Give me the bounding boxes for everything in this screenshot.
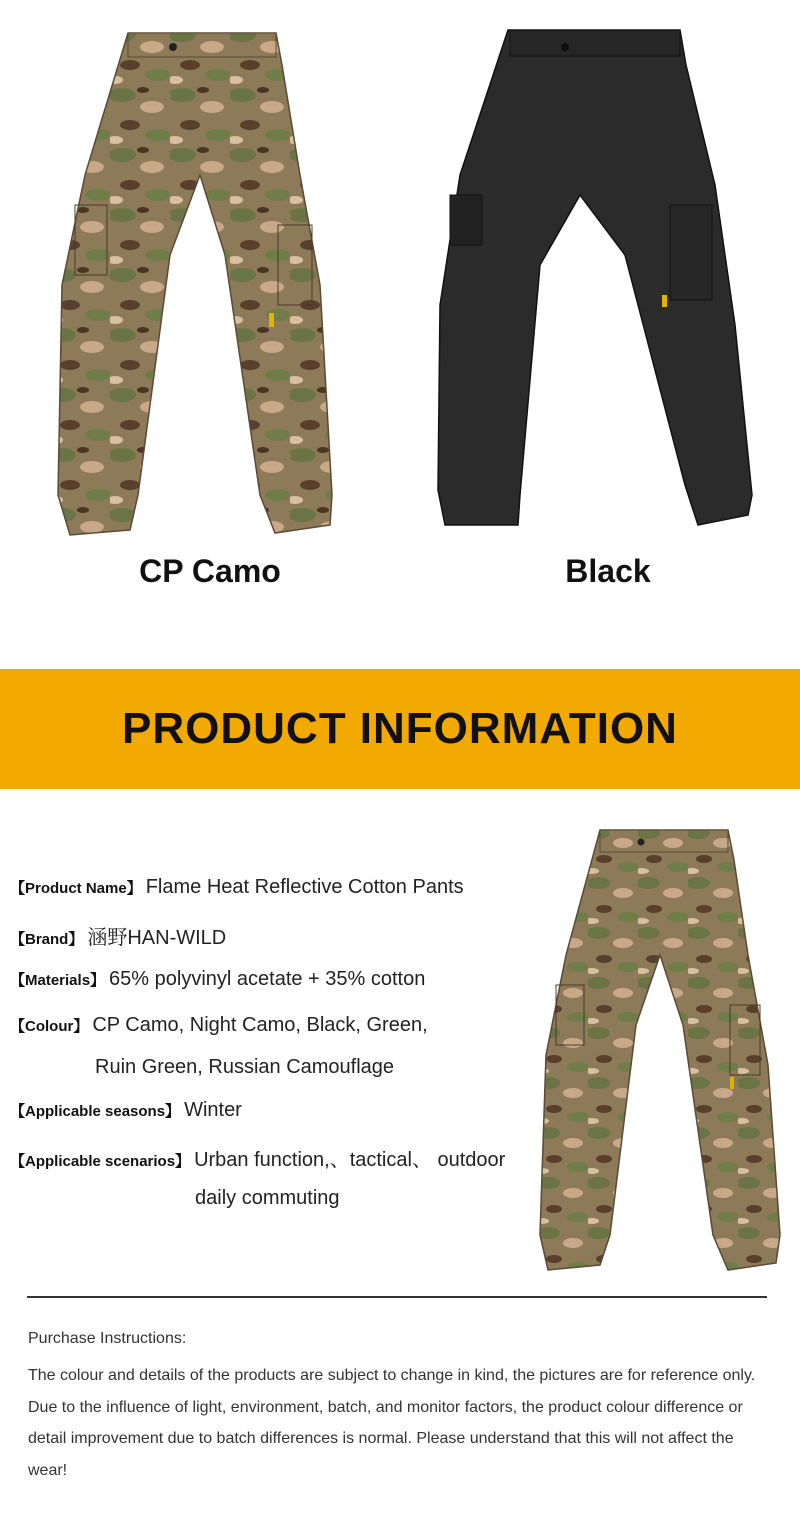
info-value: Winter — [184, 1099, 242, 1121]
camo-pants-image — [50, 25, 340, 540]
info-value: CP Camo, Night Camo, Black, Green, — [92, 1014, 428, 1036]
purchase-line: The colour and details of the products are subject to change in kind, the pictures are for reference only. — [28, 1367, 756, 1384]
variant-label-black: Black — [565, 553, 651, 589]
info-seasons — [10, 1097, 242, 1122]
purchase-line: detail improvement due to batch differences is normal. Please understand that this will not affect the — [28, 1430, 734, 1447]
info-scenarios — [10, 1143, 505, 1172]
info-colour — [10, 1012, 428, 1037]
info-value: 65% polyvinyl acetate + 35% cotton — [109, 968, 426, 990]
info-key: 【Applicable scenarios】 — [10, 1153, 191, 1170]
banner-title: PRODUCT INFORMATION — [122, 704, 678, 753]
info-value: 涵野HAN-WILD — [87, 927, 227, 949]
info-key: 【Materials】 — [10, 972, 106, 989]
info-value: daily commuting — [195, 1187, 340, 1209]
product-info-banner — [0, 669, 800, 789]
purchase-instructions-title: Purchase Instructions: — [28, 1330, 187, 1347]
info-key: 【Applicable seasons】 — [10, 1103, 181, 1120]
info-key: 【Brand】 — [10, 931, 84, 948]
info-value: Urban function,、tactical、 outdoor — [194, 1149, 506, 1171]
info-product-name — [10, 874, 464, 899]
section-divider — [27, 1296, 767, 1298]
purchase-instructions — [28, 1330, 778, 1486]
black-pants-image — [430, 25, 760, 530]
info-value: Flame Heat Reflective Cotton Pants — [145, 876, 464, 898]
info-brand — [10, 921, 226, 950]
info-materials — [10, 966, 425, 991]
purchase-line: wear! — [28, 1461, 68, 1479]
purchase-line: Due to the influence of light, environment, batch, and monitor factors, the product colour difference or — [28, 1398, 743, 1416]
camo-pants-detail-image — [538, 825, 783, 1275]
purchase-instructions-body — [28, 1360, 778, 1486]
info-scenarios-cont — [195, 1185, 340, 1210]
info-value: Ruin Green, Russian Camouflage — [95, 1056, 395, 1078]
variant-label-camo: CP Camo — [139, 553, 281, 589]
info-key: 【Colour】 — [10, 1018, 89, 1035]
info-key: 【Product Name】 — [10, 880, 142, 897]
info-colour-cont — [95, 1054, 394, 1079]
